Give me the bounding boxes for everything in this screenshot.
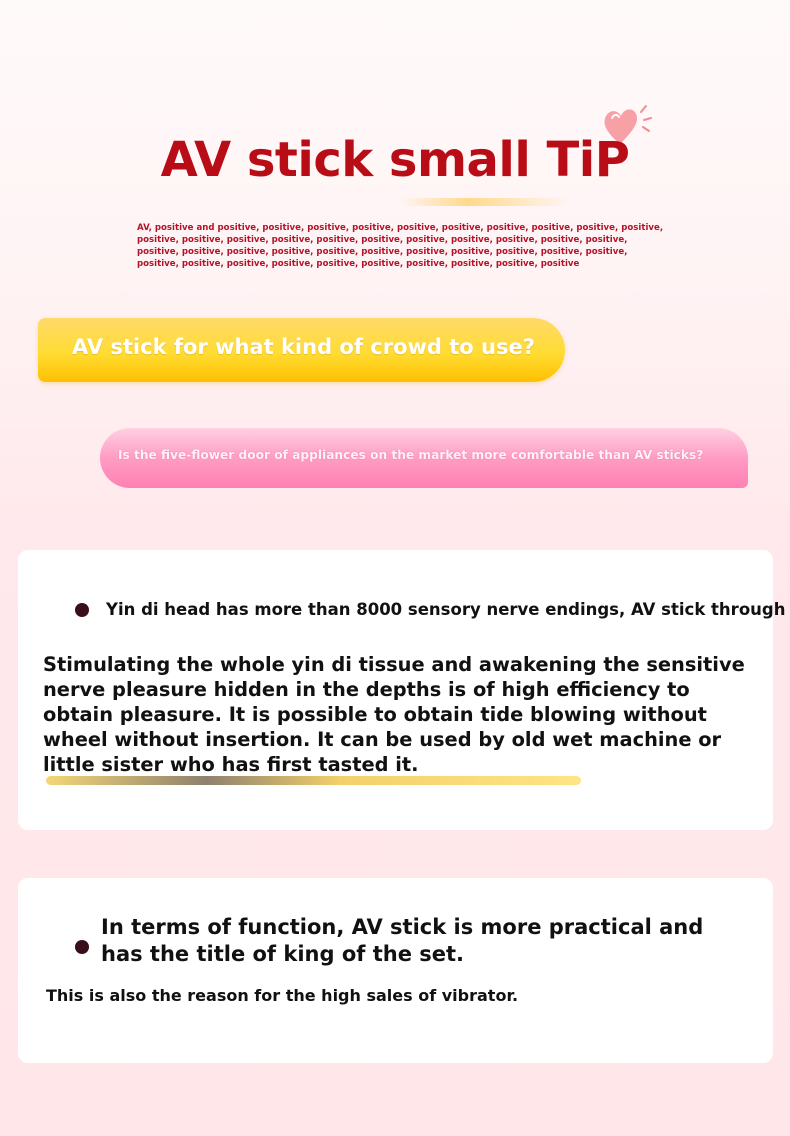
- question-banner-crowd-label: AV stick for what kind of crowd to use?: [72, 335, 535, 359]
- info-card-sensory: [18, 550, 786, 830]
- question-banner-comfort: [100, 428, 748, 488]
- info-card-sensory-lead: Yin di head has more than 8000 sensory nerve endings, AV stick through: [106, 600, 786, 619]
- page-title: AV stick small TiP: [160, 132, 630, 188]
- question-banner-crowd: [38, 318, 565, 382]
- question-banner-comfort-label: Is the five-flower door of appliances on the market more comfortable than AV sticks?: [118, 448, 704, 462]
- intro-text: AV, positive and positive, positive, positive, positive, positive, positive, positive, positive, positive, positive, positive, positive, positive, positive, positive, positive, positive, positive, positive, positive, positive, positive, positive, positive, positive, positive, positive, positive, positive, positive, positive, positive, positive, positive, positive, positive, positive, positive, positive, positive, positive, positive: [137, 223, 664, 269]
- title-underline-decoration: [400, 198, 570, 206]
- info-card-function: [18, 878, 773, 1063]
- bullet-dot-icon: [75, 940, 89, 954]
- info-card-function-lead: In terms of function, AV stick is more practical and has the title of king of the set.: [101, 915, 704, 966]
- info-card-function-sub: This is also the reason for the high sales of vibrator.: [46, 986, 519, 1005]
- highlight-stroke-decoration: [46, 776, 581, 785]
- bullet-dot-icon: [75, 603, 89, 617]
- info-card-sensory-body: Stimulating the whole yin di tissue and awakening the sensitive nerve pleasure hidden in the depths is of high efficiency to obtain pleasure. It is possible to obtain tide blowing without wheel without insertion. It can be used by old wet machine or little sister who has first tasted it.: [43, 653, 745, 776]
